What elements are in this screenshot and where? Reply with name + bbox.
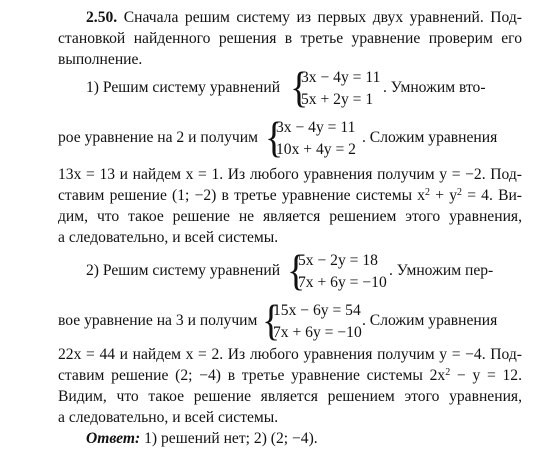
case2-system1-eq1: 5x − 2y = 18 [298,252,378,269]
answer-text: 1) решений нет; 2) (2; −4). [140,430,318,447]
case2-text-3: Видим, что такое решение является решением этого уравнения, [58,388,522,405]
case2-text-2a: ставим решение (2; −4) в третье уравнение системы 2x [58,367,446,384]
answer-label: Ответ: [86,430,141,447]
case1-system2-eq2: 10x + 4y = 2 [276,141,356,158]
case2-lead2: вое уравнение на 3 и получим [58,312,258,329]
case1-text-4: а следовательно, и всей системы. [58,229,279,246]
case2-text-2 [58,368,522,384]
case2-after-system2: . Сложим уравнения [362,312,498,329]
brace-icon: { [290,63,309,112]
intro-text-1: Сначала решим систему из первых двух уравнений. Под- [123,9,522,26]
case1-text-2 [58,188,522,204]
brace-icon: { [262,296,281,345]
case2-text-2b: − y = 12. [450,367,522,384]
intro-line-3: выполнение. [58,51,143,68]
brace-icon: { [265,113,284,162]
case2-after-system1: . Умножим пер- [389,262,494,279]
exponent: 2 [457,187,463,198]
case2-lead: 2) Решим систему уравнений [86,262,281,279]
case1-lead2: рое уравнение на 2 и получим [58,129,258,146]
case1-text-2c: = 4. Ви- [462,187,523,204]
case2-text-1: 22x = 44 и найдем x = 2. Из любого уравнения получим y = −4. Под- [58,346,522,363]
case2-system1-eq2: 7x + 6y = −10 [298,274,387,291]
problem-number: 2.50. [86,9,118,26]
case2-text-4: а следовательно, и всей системы. [58,409,279,426]
case1-after-system2: . Сложим уравнения [362,129,498,146]
case1-system1-eq2: 5x + 2y = 1 [301,91,374,108]
case1-system1-eq1: 3x − 4y = 11 [301,69,381,86]
case1-text-3: дим, что такое решение не является решением этого уравнения, [58,208,522,225]
brace-icon: { [287,246,306,295]
exponent: 2 [425,187,431,198]
exponent: 2 [445,367,451,378]
case2-system2-eq1: 15x − 6y = 54 [273,302,361,319]
case1-text-2a: ставим решение (1; −2) в третье уравнение системы x [58,187,426,204]
case1-text-2b: + y [430,187,458,204]
case2-system2-eq2: 7x + 6y = −10 [273,324,362,341]
case1-lead: 1) Решим систему уравнений [86,79,281,96]
answer-line [86,431,318,447]
intro-line-1 [86,10,522,26]
case1-text-1: 13x = 13 и найдем x = 1. Из любого уравнения получим y = −2. Под- [58,166,522,183]
case1-system2-eq1: 3x − 4y = 11 [276,119,356,136]
intro-line-2: становкой найденного решения в третье уравнение проверим его [58,30,522,47]
case1-after-system1: . Умножим вто- [383,79,486,96]
